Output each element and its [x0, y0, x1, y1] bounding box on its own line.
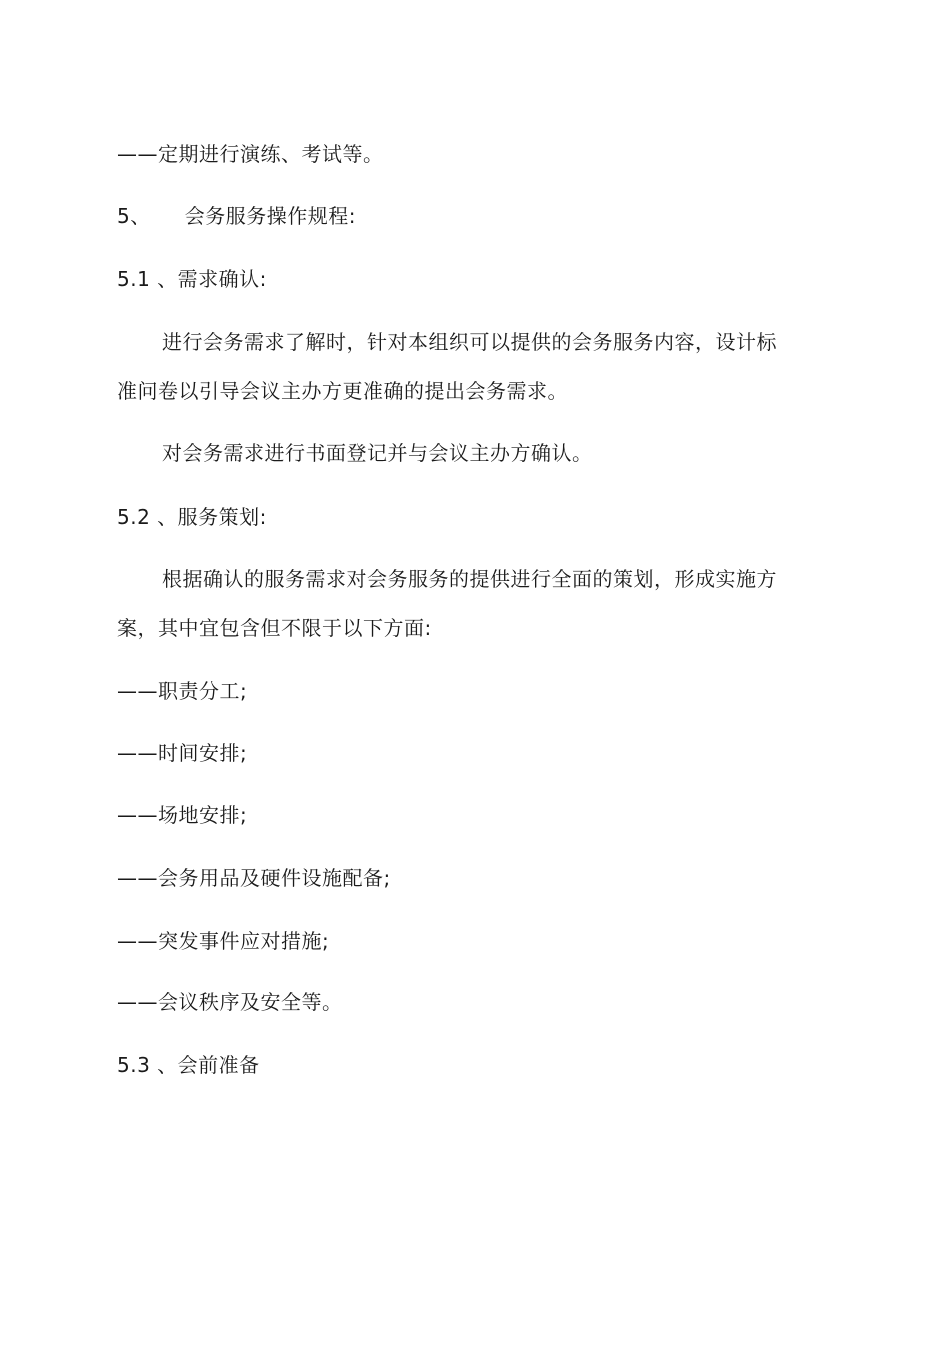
section-5-heading	[117, 204, 356, 228]
section-5-number: 5、	[117, 204, 151, 228]
bullet-schedule: ——时间安排;	[117, 741, 248, 765]
section-5-2-heading: 5.2 、服务策划:	[117, 505, 267, 529]
bullet-emergency: ——突发事件应对措施;	[117, 929, 330, 953]
paragraph-5-1-line-2: 准问卷以引导会议主办方更准确的提出会务需求。	[117, 379, 568, 403]
section-5-title: 会务服务操作规程:	[184, 204, 356, 228]
bullet-venue: ——场地安排;	[117, 803, 248, 827]
paragraph-5-2-line-1: 根据确认的服务需求对会务服务的提供进行全面的策划，形成实施方	[162, 567, 777, 591]
bullet-drill-exam: ——定期进行演练、考试等。	[117, 142, 384, 166]
paragraph-5-1-confirm: 对会务需求进行书面登记并与会议主办方确认。	[162, 441, 593, 465]
paragraph-5-1-line-1: 进行会务需求了解时，针对本组织可以提供的会务服务内容，设计标	[162, 330, 777, 354]
paragraph-5-2-line-2: 案，其中宜包含但不限于以下方面:	[117, 616, 432, 640]
section-5-1-heading: 5.1 、需求确认:	[117, 267, 267, 291]
bullet-order-safety: ——会议秩序及安全等。	[117, 990, 343, 1014]
section-5-3-heading: 5.3 、会前准备	[117, 1053, 260, 1077]
bullet-supplies: ——会务用品及硬件设施配备;	[117, 866, 391, 890]
bullet-responsibility: ——职责分工;	[117, 679, 248, 703]
